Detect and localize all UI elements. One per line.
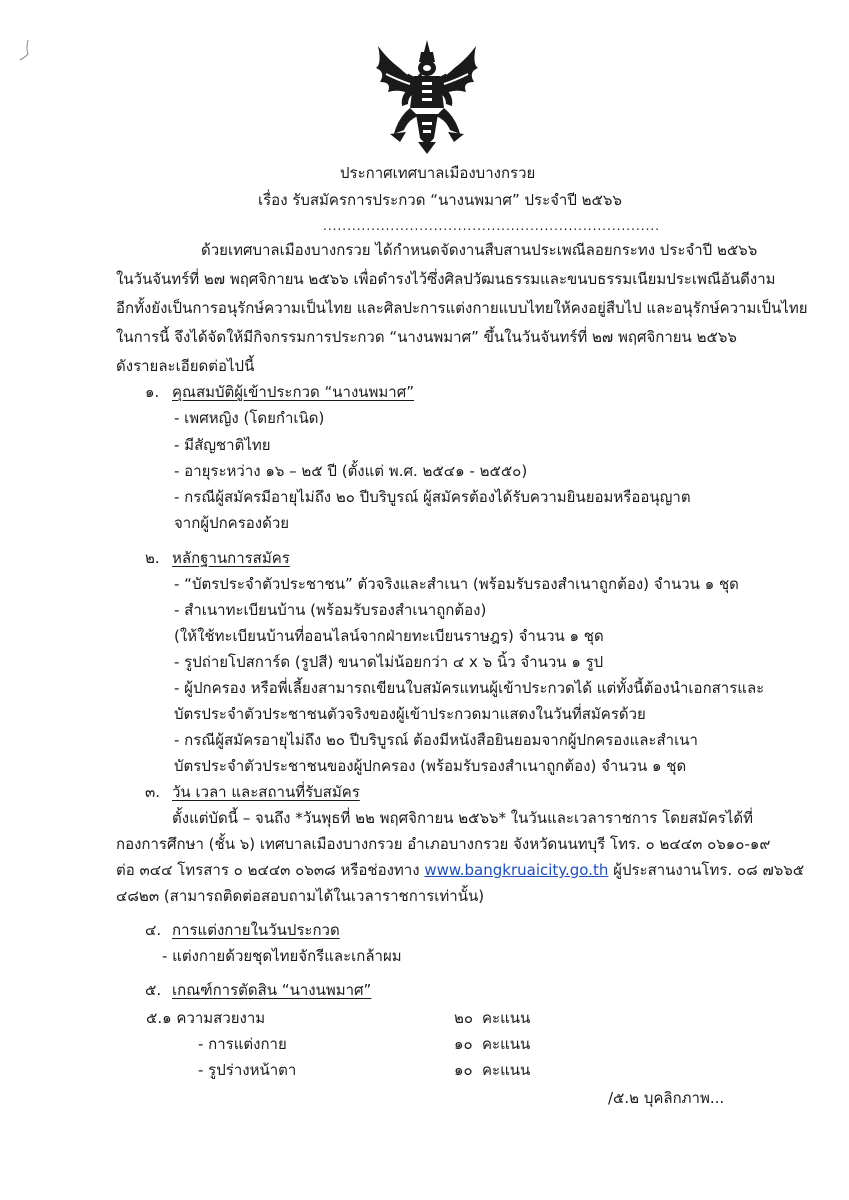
intro-line-3: อีกทั้งยังเป็นการอนุรักษ์ความเป็นไทย และศิลปะการแต่งกายแบบไทยให้คงอยู่สืบไป และอนุรักษ์ความเป็นไทย [116,299,808,317]
section-2-item: - ผู้ปกครอง หรือพี่เลี้ยงสามารถเขียนใบสมัครแทนผู้เข้าประกวดได้ แต่ทั้งนี้ต้องนำเอกสารและ [174,679,765,697]
intro-line-4: ในการนี้ จึงได้จัดให้มีกิจกรรมการประกวด “นางนพมาศ” ขึ้นในวันจันทร์ที่ ๒๗ พฤศจิกายน ๒๕๖๖ [116,328,737,346]
section-1-title: คุณสมบัติผู้เข้าประกวด “นางนพมาศ” [172,383,415,401]
scan-mark-icon [14,36,44,66]
criteria-label: ๕.๑ ความสวยงาม [146,1009,266,1027]
section-3-title: วัน เวลา และสถานที่รับสมัคร [172,783,360,801]
intro-line-1: ด้วยเทศบาลเมืองบางกรวย ได้กำหนดจัดงานสืบสานประเพณีลอยกระทง ประจำปี ๒๕๖๖ [201,241,758,259]
section-3-line-4: ๔๘๒๓ (สามารถติดต่อสอบถามได้ในเวลาราชการเท่านั้น) [116,887,485,905]
criteria-unit: คะแนน [482,1009,531,1027]
section-2-item: บัตรประจำตัวประชาชนของผู้ปกครอง (พร้อมรับรองสำเนาถูกต้อง) จำนวน ๑ ชุด [174,757,687,775]
section-3-line-1: ตั้งแต่บัดนี้ – จนถึง *วันพุธที่ ๒๒ พฤศจิกายน ๒๕๖๖* ในวันและเวลาราชการ โดยสมัครได้ที่ [172,809,754,827]
criteria-label: - รูปร่างหน้าตา [198,1061,297,1079]
section-2-number: ๒. [145,549,160,567]
section-2-item: - สำเนาทะเบียนบ้าน (พร้อมรับรองสำเนาถูกต้อง) [174,601,487,619]
section-5-number: ๕. [145,981,162,999]
section-5-title: เกณฑ์การตัดสิน “นางนพมาศ” [172,981,372,999]
intro-line-5: ดังรายละเอียดต่อไปนี้ [116,357,255,375]
criteria-score: ๒๐ [454,1009,474,1027]
announcement-title: ประกาศเทศบาลเมืองบางกรวย [340,164,536,182]
section-1-item: จากผู้ปกครองด้วย [174,514,290,532]
website-link[interactable]: www.bangkruaicity.go.th [424,861,609,879]
criteria-score: ๑๐ [454,1035,473,1053]
section-2-item: (ให้ใช้ทะเบียนบ้านที่ออนไลน์จากฝ่ายทะเบียนราษฎร) จำนวน ๑ ชุด [174,627,604,645]
section-2-item: - รูปถ่ายโปสการ์ด (รูปสี) ขนาดไม่น้อยกว่า ๔ x ๖ นิ้ว จำนวน ๑ รูป [174,653,604,671]
criteria-label: - การแต่งกาย [198,1035,287,1053]
criteria-score: ๑๐ [454,1061,473,1079]
section-1-item: - มีสัญชาติไทย [174,436,271,454]
section-1-item: - กรณีผู้สมัครมีอายุไม่ถึง ๒๐ ปีบริบูรณ์ ผู้สมัครต้องได้รับความยินยอมหรืออนุญาต [174,488,691,506]
criteria-unit: คะแนน [482,1035,531,1053]
section-1-item: - อายุระหว่าง ๑๖ – ๒๕ ปี (ตั้งแต่ พ.ศ. ๒๕๔๑ - ๒๕๕๐) [174,462,528,480]
section-1-item: - เพศหญิง (โดยกำเนิด) [174,409,325,427]
header-divider: ...................................................................... [323,219,661,233]
section-2-item: - “บัตรประจำตัวประชาชน” ตัวจริงและสำเนา (พร้อมรับรองสำเนาถูกต้อง) จำนวน ๑ ชุด [174,575,739,593]
section-3-line-3: ต่อ ๓๔๔ โทรสาร ๐ ๒๔๔๓ ๐๖๓๘ หรือช่องทาง www.bangkruaicity.go.th ผู้ประสานงานโทร. ๐๘ ๗๖๖๕ [116,861,805,879]
section-4-item: - แต่งกายด้วยชุดไทยจักรีและเกล้าผม [162,947,402,965]
intro-line-2: ในวันจันทร์ที่ ๒๗ พฤศจิกายน ๒๕๖๖ เพื่อดำรงไว้ซึ่งศิลปวัฒนธรรมและขนบธรรมเนียมประเพณีอันดีงาม [116,270,776,288]
garuda-emblem-icon [372,38,482,156]
announcement-subject: เรื่อง รับสมัครการประกวด “นางนพมาศ” ประจำปี ๒๕๖๖ [258,191,622,209]
section-2-item: - กรณีผู้สมัครอายุไม่ถึง ๒๐ ปีบริบูรณ์ ต้องมีหนังสือยินยอมจากผู้ปกครองและสำเนา [174,731,698,749]
section-3-number: ๓. [145,783,161,801]
section-2-item: บัตรประจำตัวประชาชนตัวจริงของผู้เข้าประกวดมาแสดงในวันที่สมัครด้วย [174,705,646,723]
section-4-number: ๔. [145,921,162,939]
section-2-title: หลักฐานการสมัคร [172,549,290,567]
criteria-unit: คะแนน [482,1061,531,1079]
section-1-number: ๑. [145,383,160,401]
section-4-title: การแต่งกายในวันประกวด [172,921,340,939]
section-3-line-2: กองการศึกษา (ชั้น ๖) เทศบาลเมืองบางกรวย อำเภอบางกรวย จังหวัดนนทบุรี โทร. ๐ ๒๔๔๓ ๐๖๑๐-๑๙ [116,835,771,853]
continuation-note: /๕.๒ บุคลิกภาพ... [608,1089,725,1107]
